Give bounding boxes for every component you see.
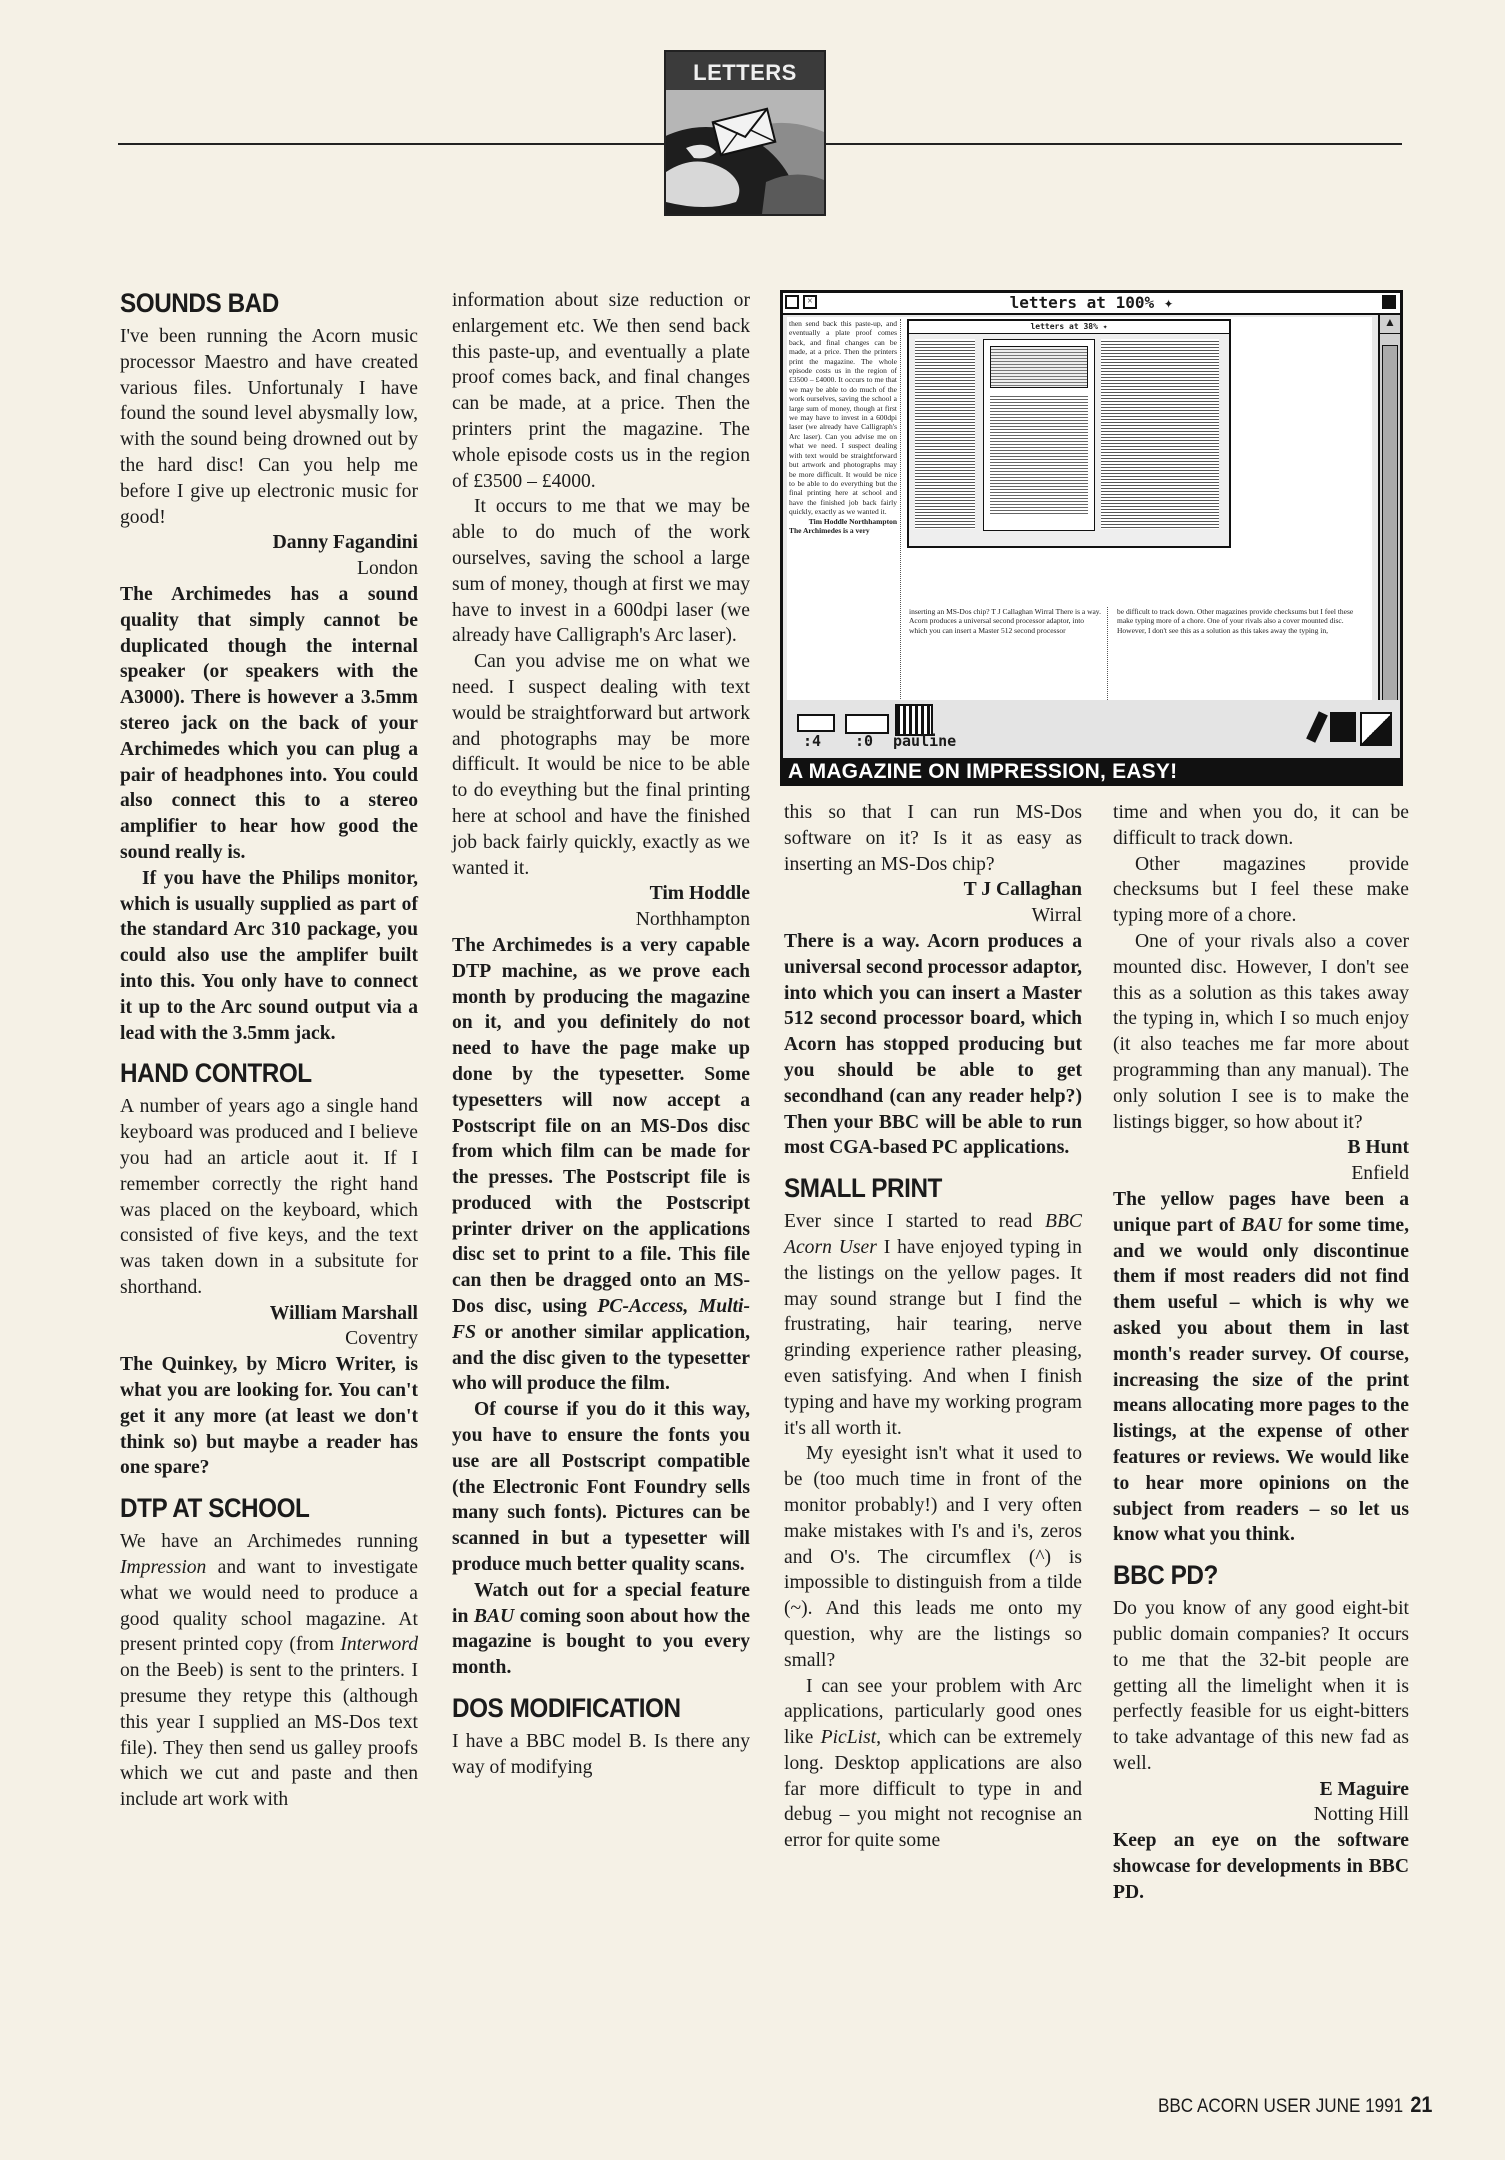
heading-sounds-bad: SOUNDS BAD — [120, 288, 279, 318]
palette-icon[interactable] — [1330, 712, 1356, 742]
scroll-thumb — [1382, 345, 1398, 707]
back-icon — [785, 295, 799, 309]
letters-section-logo — [664, 50, 826, 216]
floppy-drive-icon[interactable] — [797, 714, 835, 732]
header-rule-left — [118, 143, 664, 145]
column-3 — [784, 800, 1082, 1854]
inner-page-2 — [983, 339, 1095, 531]
inner-window — [907, 319, 1231, 548]
acorn-logo-icon[interactable] — [1360, 712, 1392, 746]
inner-page-1 — [915, 339, 975, 529]
letter-pd-text: Do you know of any good eight-bit public domain companies? It occurs to me that the 32-bit people are getting all the limelight when it is perfectly feasible for us eight-bitters to take advantage of this new fad as well. — [1113, 1598, 1409, 1774]
vertical-scrollbar[interactable] — [1378, 315, 1400, 750]
letter-small-p4: Other magazines provide checksums but I feel these make typing more of a chore. — [1113, 853, 1409, 927]
letter-dos-text: I have a BBC model B. Is there any way of modifying — [452, 1731, 750, 1778]
letter-dtp-cont: information about size reduction or enlargement etc. We then send back this paste-up, and eventually a plate proof comes back, and final changes can be made, at a price. Then the printers print the magazine. The whole episode costs us in the region of £3500 – £4000. — [452, 290, 750, 492]
letter-small-p5: One of your rivals also a cover mounted disc. However, I don't see this as a solution as this takes away the typing in, which I so much enjoy (it also teaches me far more about programming than any manual). The only solution I see is to make the listings bigger, so how about it? — [1113, 930, 1409, 1133]
letter-sounds-text: I've been running the Acorn music processor Maestro and have created various files. Unfortunaly I have found the sound level abysmally low, with the sound being drowned out by the hard disc! Can you help me before I give up electronic music for good! — [120, 326, 418, 528]
signature-small: B Hunt Enfield — [1347, 1137, 1409, 1185]
header-rule-right — [822, 143, 1402, 145]
heading-bbc-pd: BBC PD? — [1113, 1560, 1218, 1591]
heading-dos-modification: DOS MODIFICATION — [452, 1693, 681, 1724]
page-footer — [1158, 2092, 1432, 2118]
close-icon: × — [803, 295, 817, 309]
figure-caption: A MAGAZINE ON IMPRESSION, EASY! — [780, 758, 1403, 786]
window-titlebar — [783, 293, 1400, 315]
network-name: pauline — [893, 732, 957, 750]
letter-dtp-p2: It occurs to me that we may be able to do much of the work ourselves, saving the school a large sum of money, though at first we may have to invest in a 600dpi laser (we already have Calligraph's Arc laser). — [452, 496, 750, 647]
letter-small-cont: time and when you do, it can be difficult to track down. — [1113, 802, 1409, 849]
thumb-column-right: be difficult to track down. Other magazines provide checksums but I feel these make typing more of a chore. One of your rivals also a cover mounted disc. However, I don't see this as a solution as this takes away the typing in, — [1117, 607, 1354, 635]
letter-small-p2: My eyesight isn't what it used to be (too much time in front of the monitor probably!) and I very often make mistakes with I's and i's, zeros and O's. The circumflex (^) is impossible to distinguish from a tilde (~). And this leads me onto my question, why are the listings so small? — [784, 1443, 1082, 1671]
reply-pd: Keep an eye on the software showcase for developments in BBC PD. — [1113, 1830, 1409, 1903]
iconbar — [780, 700, 1403, 758]
page-number: 21 — [1410, 2092, 1433, 2117]
column-4 — [1113, 800, 1409, 1906]
reply-sounds-2: If you have the Philips monitor, which is usually supplied as part of the standard Arc 310 package, you could also use the amplifer built into this. You only have to connect it up to the Arc sound output via a lead with the 3.5mm jack. — [120, 867, 418, 1044]
heading-hand-control: HAND CONTROL — [120, 1058, 312, 1089]
column-1 — [120, 288, 418, 1813]
drive-number-b: :0 — [855, 732, 874, 750]
thumb-column-left: then send back this paste-up, and eventually a plate proof comes back, and final changes can be made, at a price. Then the printers print the magazine. The whole episode costs us in the region of £3500 – £4000. It occurs to me that we may be able to do much of the work ourselves, saving the school a large sum of money, though at first we may have to invest in a 600dpi laser (we already have Calligraph's Arc laser). Can you advise me on what we need. I suspect dealing with text would be straightforward but artwork and photographs may be more difficult. It would be nice to be able to do everything but the final printing here at school and have the finished job back fairly quickly, exactly as we wanted it. Tim Hoddle Northhampton The Archimedes is a very — [789, 319, 901, 719]
reply-hand: The Quinkey, by Micro Writer, is what you are looking for. You can't get it any more (at least we don't think so) but maybe a reader has one spare? — [120, 1354, 418, 1479]
column-2 — [452, 288, 750, 1781]
letter-dos-cont: this so that I can run MS-Dos software on it? Is it as easy as inserting an MS-Dos chip? — [784, 802, 1082, 875]
inner-page-3 — [1101, 339, 1219, 529]
reply-dtp-3: Watch out for a special feature in BAU coming soon about how the magazine is bought to you every month. — [452, 1579, 751, 1679]
section-label: LETTERS — [693, 60, 797, 85]
letter-dtp-text: We have an Archimedes running Impression and want to investigate what we would need to produce a good quality school magazine. At present printed copy (from Interword on the Beeb) is sent to the printers. I presume they retype this (although this year I supplied an MS-Dos text file). They then send us galley proofs which we cut and paste and then include art work with — [120, 1531, 418, 1811]
reply-dos: There is a way. Acorn produces a universal second processor adaptor, into which you can insert a Master 512 second processor board, which Acorn has stopped producing but you should be able to get secondhand (can any reader help?) Then your BBC will be able to run most CGA-based PC applications. — [784, 930, 1082, 1159]
signature-hand: William Marshall Coventry — [269, 1302, 418, 1350]
drive-number-a: :4 — [803, 732, 822, 750]
letter-dtp-p3: Can you advise me on what we need. I suspect dealing with text would be straightforward but artwork and photographs may be more difficult. It would be nice to be able to do eveything but the final printing here at school and have the finished job back fairly quickly, exactly as we wanted it. — [452, 651, 750, 879]
footer-magazine: BBC ACORN USER JUNE 1991 — [1158, 2096, 1404, 2117]
letter-small-p3: I can see your problem with Arc applications, particularly good ones like PicList, which can be extremely long. Desktop applications are also far more difficult to type in and debug – you might not recognise an error for quite some — [784, 1675, 1082, 1852]
toggle-size-icon — [1382, 295, 1396, 309]
page-view — [787, 317, 1372, 747]
letter-hand-text: A number of years ago a single hand keyboard was produced and I believe you had an article aout it. If I remember correctly the right hand was placed on the keyboard, which consisted of five keys, and the text was taken down in a subsitute for shorthand. — [120, 1096, 418, 1298]
scroll-up-icon: ▲ — [1380, 315, 1400, 334]
window-title: letters at 100% ✦ — [1009, 293, 1174, 312]
reply-small: The yellow pages have been a unique part of BAU for some time, and we would only discontinue them if most readers did not find them useful – which is why we asked you about them in last month's reader survey. Of course, increasing the size of the print means allocating more pages to the listings, at the expense of other features or reviews. We would like to hear more opinions on the subject from readers – so let us know what you think. — [1113, 1188, 1409, 1546]
pen-tool-icon[interactable] — [1306, 711, 1328, 742]
letter-small-p1: Ever since I started to read BBC Acorn User I have enjoyed typing in the listings on the yellow pages. It may sound strange but I find the frustrating, hair tearing, nerve grinding experience rather pleasing, even satisfying. And when I finish typing and have my working program it's all worth it. — [784, 1211, 1082, 1439]
signature-sounds: Danny Fagandini London — [272, 532, 418, 580]
heading-small-print: SMALL PRINT — [784, 1173, 942, 1204]
signature-pd: E Maguire Notting Hill — [1313, 1778, 1409, 1826]
heading-dtp-at-school: DTP AT SCHOOL — [120, 1493, 310, 1524]
reply-sounds-1: The Archimedes has a sound quality that simply cannot be duplicated though the internal speaker (or speakers with the A3000). There is however a 3.5mm stereo jack on the back of your Archimedes which you can plug a pair of headphones into. You could also connect this to a stereo amplifier to hear how good the sound really is. — [120, 583, 418, 863]
thumb-column-mid: inserting an MS-Dos chip? T J Callaghan Wirral There is a way. Acorn produces a universal second processor adaptor, into which you can insert a Master 512 second processor — [909, 607, 1108, 742]
inner-window-title: letters at 38% ✦ — [909, 321, 1229, 334]
hard-drive-icon[interactable] — [845, 714, 889, 734]
signature-dtp: Tim Hoddle Northhampton — [635, 883, 750, 931]
signature-dos: T J Callaghan Wirral — [963, 879, 1082, 927]
reply-dtp-1: The Archimedes is a very capable DTP machine, as we prove each month by producing the magazine on it, and you definitely do not need to have the page make up done by the typesetter. Some typesetters will now accept a Postscript file on an MS-Dos disc from which film can be made for the presses. The Postscript file is produced with the Postscript printer driver on the applications disc set to print to a file. This file can then be dragged onto an MS-Dos disc, using PC-Access, Multi-FS or another similar application, and the disc given to the typesetter who will produce the film. — [452, 934, 750, 1395]
reply-dtp-2: Of course if you do it this way, you have to ensure the fonts you use are all Postscript compatible (the Electronic Font Foundry sells many such fonts). Pictures can be scanned in but a typesetter will produce much better quality scans. — [452, 1399, 750, 1576]
